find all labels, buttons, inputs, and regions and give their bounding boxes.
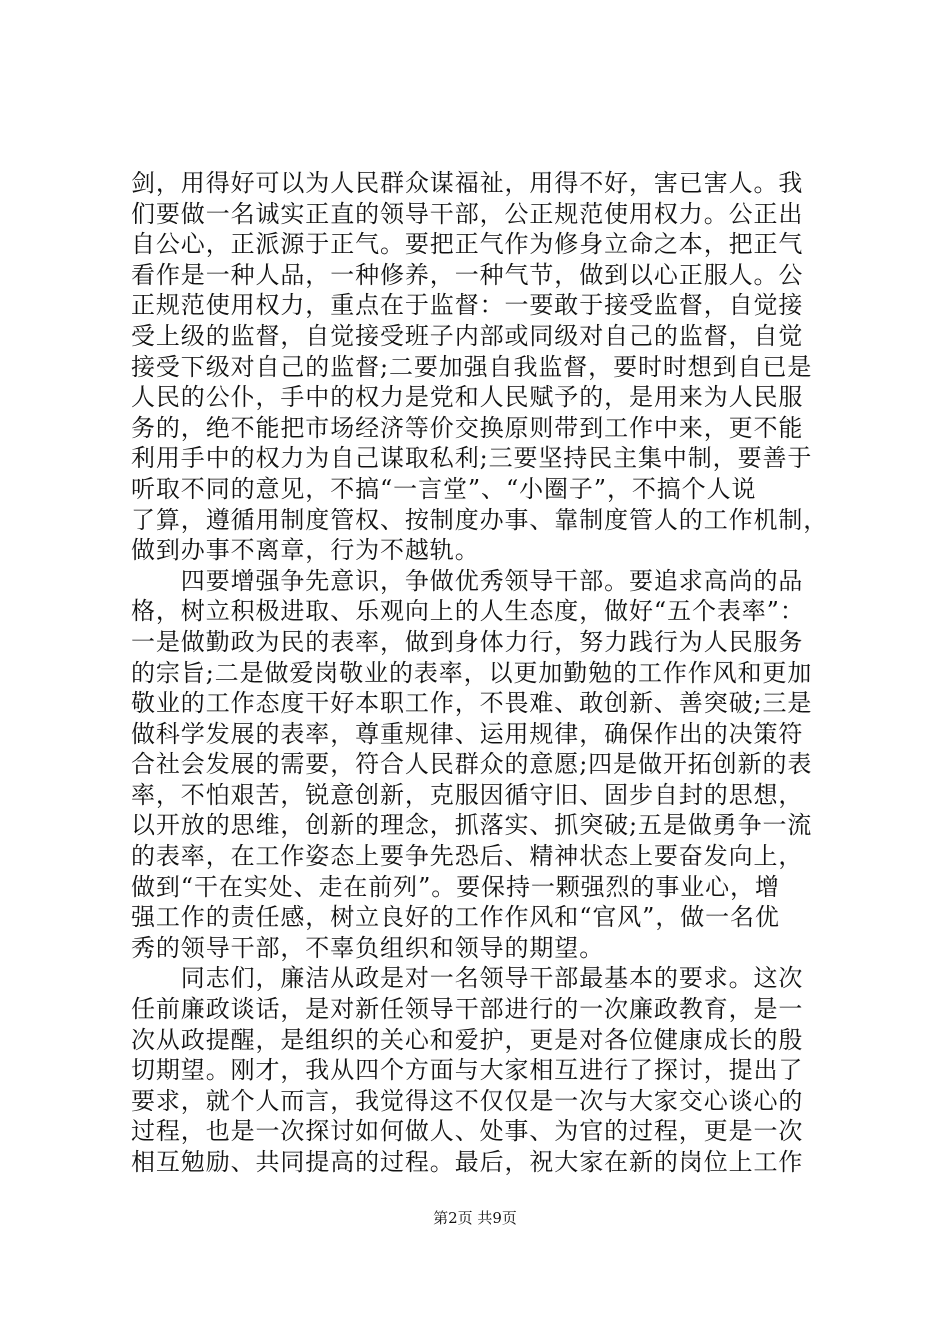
text-line: 秀的领导干部，不辜负组织和领导的期望。 [131,933,605,962]
text-line: 强工作的责任感，树立良好的工作作风和“官风”，做一名优 [131,903,780,932]
text-line: 任前廉政谈话，是对新任领导干部进行的一次廉政教育，是一 [131,995,804,1024]
text-line: 做到“干在实处、走在前列”。要保持一颗强烈的事业心，增 [131,872,780,901]
text-line: 以开放的思维，创新的理念，抓落实、抓突破;五是做勇争一流 [131,811,813,840]
text-line: 看作是一种人品，一种修养，一种气节，做到以心正服人。公 [131,260,804,289]
text-line: 们要做一名诚实正直的领导干部，公正规范使用权力。公正出 [131,199,804,228]
text-line: 过程，也是一次探讨如何做人、处事、为官的过程，更是一次 [131,1117,804,1146]
text-line: 受上级的监督，自觉接受班子内部或同级对自己的监督，自觉 [131,321,804,350]
text-line: 敬业的工作态度干好本职工作，不畏难、敢创新、善突破;三是 [131,689,813,718]
text-line: 格，树立积极进取、乐观向上的人生态度，做好“五个表率”： [131,597,805,626]
text-line: 的宗旨;二是做爱岗敬业的表率，以更加勤勉的工作作风和更加 [131,658,813,687]
text-line: 同志们，廉洁从政是对一名领导干部最基本的要求。这次 [131,964,804,993]
text-line: 剑，用得好可以为人民群众谋福祉，用得不好，害已害人。我 [131,169,804,197]
text-line: 务的，绝不能把市场经济等价交换原则带到工作中来，更不能 [131,413,804,442]
text-line: 做到办事不离章，行为不越轨。 [131,536,480,565]
text-line: 切期望。刚才，我从四个方面与大家相互进行了探讨，提出了 [131,1056,804,1085]
text-line: 要求，就个人而言，我觉得这不仅仅是一次与大家交心谈心的 [131,1086,804,1115]
text-line: 利用手中的权力为自己谋取私利;三要坚持民主集中制，要善于 [131,444,813,473]
text-line: 自公心，正派源于正气。要把正气作为修身立命之本，把正气 [131,230,804,259]
text-line: 了算，遵循用制度管权、按制度办事、靠制度管人的工作机制， [131,505,829,534]
text-line: 的表率，在工作姿态上要争先恐后、精神状态上要奋发向上， [131,842,804,871]
body-text [131,168,831,1178]
text-line: 听取不同的意见，不搞“一言堂”、“小圈子”，不搞个人说 [131,474,757,503]
text-line: 正规范使用权力，重点在于监督：一要敢于接受监督，自觉接 [131,291,804,320]
text-line: 合社会发展的需要，符合人民群众的意愿;四是做开拓创新的表 [131,750,813,779]
text-line: 四要增强争先意识，争做优秀领导干部。要追求高尚的品 [131,566,804,595]
text-line: 次从政提醒，是组织的关心和爱护，更是对各位健康成长的殷 [131,1025,804,1054]
text-line: 一是做勤政为民的表率，做到身体力行，努力践行为人民服务 [131,627,804,656]
text-line: 人民的公仆，手中的权力是党和人民赋予的，是用来为人民服 [131,383,804,412]
text-line: 相互勉励、共同提高的过程。最后，祝大家在新的岗位上工作 [131,1148,804,1176]
text-line: 接受下级对自己的监督;二要加强自我监督，要时时想到自已是 [131,352,813,381]
text-line: 做科学发展的表率，尊重规律、运用规律，确保作出的决策符 [131,719,804,748]
page-number-footer: 第2页 共9页 [433,1209,517,1227]
text-line: 率，不怕艰苦，锐意创新，克服因循守旧、固步自封的思想， [131,780,804,809]
